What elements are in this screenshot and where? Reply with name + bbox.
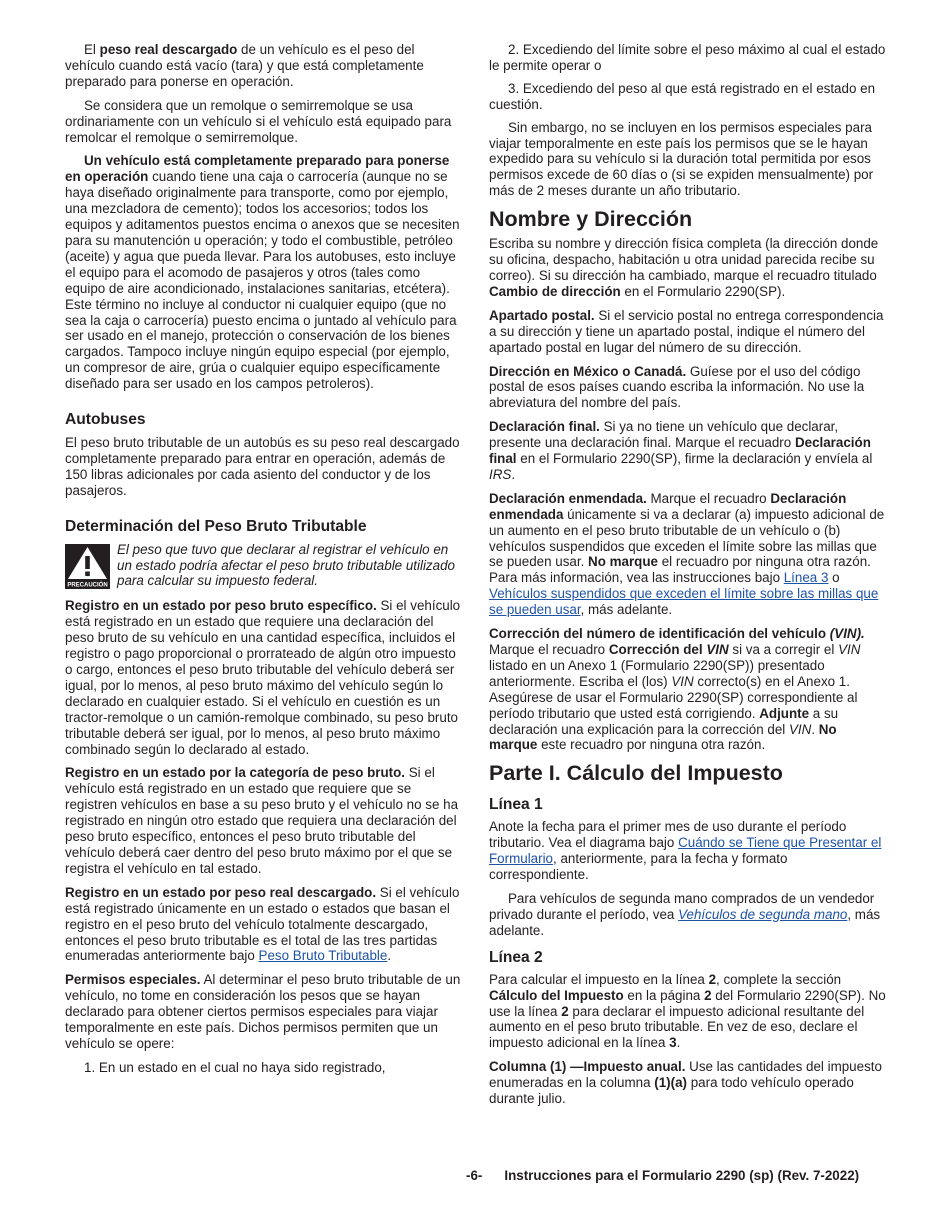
link-cuando-presentar[interactable]: Cuándo se Tiene que Presentar el Formulario [489, 835, 882, 867]
link-peso-bruto-tributable[interactable]: Peso Bruto Tributable [258, 948, 388, 964]
list-item-2: 2. Excediendo del límite sobre el peso máximo al cual el estado le permite operar o [489, 42, 886, 73]
caution-note [65, 542, 462, 590]
heading-parte-1: Parte I. Cálculo del Impuesto [489, 761, 783, 786]
link-linea-3[interactable]: Línea 3 [783, 570, 829, 586]
paragraph-correccion-vin: Corrección del número de identificación del vehículo (VIN). Marque el recuadro Corrección del VIN si va a corregir el VIN listado en un Anexo 1 (Formulario 2290(SP)) presentado anteriormente. Escriba el (los) VIN correcto(s) en el Anexo 1. Asegúrese de usar el Formulario 2290(SP) correspondiente al período tributario que usted está corrigiendo. Adjunte a su declaración una explicación para la corrección del VIN. No marque este recuadro por ninguna otra razón. [489, 626, 865, 753]
paragraph-autobuses: El peso bruto tributable de un autobús es su peso real descargado completamente preparado para entrar en operación, además de 150 libras adicionales por cada asiento del conductor y de los pasajeros. [65, 435, 460, 498]
footer-title: Instrucciones para el Formulario 2290 (sp) (Rev. 7-2022) [504, 1168, 860, 1183]
heading-linea-2: Línea 2 [489, 948, 543, 966]
heading-nombre-direccion: Nombre y Dirección [489, 207, 693, 232]
paragraph-linea-1: Anote la fecha para el primer mes de uso durante el período tributario. Vea el diagrama bajo Cuándo se Tiene que Presentar el Formulario, anteriormente, para la fecha y formato correspondiente. [489, 819, 882, 883]
paragraph-nombre: Escriba su nombre y dirección física completa (la dirección donde su oficina, despacho, habitación u otra unidad parecida recibe su correo). Si su dirección ha cambiado, marque el recuadro titulado Cambio de dirección en el Formulario 2290(SP). [489, 236, 879, 299]
paragraph-especifico: Registro en un estado por peso bruto específico. Si el vehículo está registrado en un estado que requiere una declaración del peso bruto de su vehículo en una cantidad específica, incluidos el registro o pago proporcional o prorrateado de algún otro impuesto o cargo, entonces el peso bruto tributable del vehículo deberá ser igual, por lo menos, al peso bruto máximo del vehículo según lo declarado en cualquier estado. Si el vehículo en cuestión es un tractor-remolque o un camión-remolque combinado, su peso bruto tributable deberá ser igual, por lo menos, al peso bruto máximo combinado según lo declarado al estado. [65, 598, 461, 757]
paragraph-declaracion-final: Declaración final. Si ya no tiene un vehículo que declarar, presente una declaración final. Marque el recuadro Declaración final en el Formulario 2290(SP), firme la declaración y envíela al IRS. [489, 419, 873, 482]
heading-autobuses: Autobuses [65, 411, 146, 429]
caution-label: PRECAUCIÓN [67, 582, 108, 589]
heading-determinacion: Determinación del Peso Bruto Tributable [65, 517, 367, 535]
paragraph-real-descargado: Registro en un estado por peso real descargado. Si el vehículo está registrado únicamente en un estado o estados que basan el registro en el peso bruto del vehículo totalmente descargado, entonces el peso bruto tributable es el total de las tres partidas enumeradas anteriormente bajo Peso Bruto Tributable. [65, 884, 460, 964]
paragraph-sin-embargo: Sin embargo, no se incluyen en los permisos especiales para viajar temporalmente en este país los permisos que se le hayan expedido para su vehículo si la duración total permitida por esos permisos excede de 60 días o (si se expiden mensualmente) por más de 2 meses durante un año tributario. [489, 119, 874, 199]
paragraph-preparado: Un vehículo está completamente preparado para ponerse en operación cuando tiene una caja o carrocería (aunque no se haya diseñado originalmente para transporte, como por ejemplo, una mezcladora de cemento); todos los accesorios; todos los equipos y aditamentos puestos encima o anexos que se necesiten para su manutención u operación; y todo el combustible, petróleo (aceite) y agua que pueda llevar. Para los autobuses, esto incluye el equipo para el acomodo de pasajeros y otros (tales como equipo de aire acondicionado, instalaciones sanitarias, etcétera). Este término no incluye al conductor ni cualquier equipo (que no sea la caja o carrocería) puesto encima o juntado al vehículo para ser usado en el manejo, protección o conservación de los bienes cargados. Tampoco incluye ningún equipo especial (por ejemplo, un compresor de aire, grúa o cualquier equipo específicamente diseñado para ser usado en los campos petroleros). [65, 153, 460, 392]
paragraph-mexico-canada: Dirección en México o Canadá. Guíese por el uso del código postal de esos países cuando escriba la información. No use la abreviatura del nombre del país. [489, 363, 865, 411]
page-footer [466, 1168, 859, 1183]
paragraph-segunda-mano: Para vehículos de segunda mano comprados de un vendedor privado durante el período, vea Vehículos de segunda mano, más adelante. [489, 890, 881, 938]
right-column [489, 42, 886, 1115]
paragraph-declaracion-enmendada: Declaración enmendada. Marque el recuadro Declaración enmendada únicamente si va a declarar (a) impuesto adicional de un aumento en el peso bruto tributable de un vehículo o (b) vehículos suspendidos que exceden el límite sobre las millas que se pueden usar. No marque el recuadro por ninguna otra razón. Para más información, vea las instrucciones bajo Línea 3 o Vehículos suspendidos que exceden el límite sobre las millas que se pueden usar, más adelante. [489, 490, 885, 618]
link-vehiculos-suspendidos[interactable]: Vehículos suspendidos que exceden el límite sobre las millas que se pueden usar [489, 586, 879, 618]
caution-text: El peso que tuvo que declarar al registrar el vehículo en un estado podría afectar el peso bruto tributable utilizado para calcular su impuesto federal. [117, 541, 455, 589]
paragraph-permisos: Permisos especiales. Al determinar el peso bruto tributable de un vehículo, no tome en consideración los pesos que se hayan declarado para obtener ciertos permisos especiales para viajar temporalmente en este país. Dichos permisos permiten que un vehículo se opere: [65, 972, 461, 1051]
paragraph-columna-1: Columna (1) —Impuesto anual. Use las cantidades del impuesto enumeradas en la columna (1)(a) para todo vehículo operado durante julio. [489, 1059, 882, 1107]
paragraph-apartado: Apartado postal. Si el servicio postal no entrega correspondencia a su dirección y tiene un apartado postal, indique el número del apartado postal en lugar del número de su dirección. [489, 307, 884, 355]
left-column [65, 42, 462, 1083]
link-vehiculos-segunda-mano[interactable]: Vehículos de segunda mano [678, 906, 848, 922]
list-item-1: 1. En un estado en el cual no haya sido registrado, [84, 1059, 386, 1075]
caution-graphic [65, 544, 110, 589]
paragraph-linea-2: Para calcular el impuesto en la línea 2, complete la sección Cálculo del Impuesto en la página 2 del Formulario 2290(SP). No use la línea 2 para declarar el impuesto adicional resultante del aumento en el peso bruto tributable. En vez de eso, declare el impuesto adicional en la línea 3. [489, 971, 886, 1051]
paragraph-peso-real: El peso real descargado de un vehículo es el peso del vehículo cuando está vacío (tara) y que está completamente preparado para ponerse en operación. [65, 42, 424, 89]
heading-linea-1: Línea 1 [489, 796, 543, 814]
paragraph-categoria: Registro en un estado por la categoría de peso bruto. Si el vehículo está registrado en un estado que requiere que se registren vehículos en base a su peso bruto y el vehículo no se ha registrado en ningún otro estado que requiera una declaración del peso bruto específico, entonces el peso bruto tributable del vehículo deberá caer dentro del peso bruto máximo por el que se registra el vehículo en tal estado. [65, 765, 459, 876]
warning-triangle-icon [65, 544, 110, 589]
list-item-3: 3. Excediendo del peso al que está registrado en el estado en cuestión. [489, 80, 876, 112]
page-number: -6- [466, 1168, 483, 1183]
paragraph-remolque: Se considera que un remolque o semirremolque se usa ordinariamente con un vehículo si el vehículo está equipado para remolcar el remolque o semirremolque. [65, 97, 452, 145]
